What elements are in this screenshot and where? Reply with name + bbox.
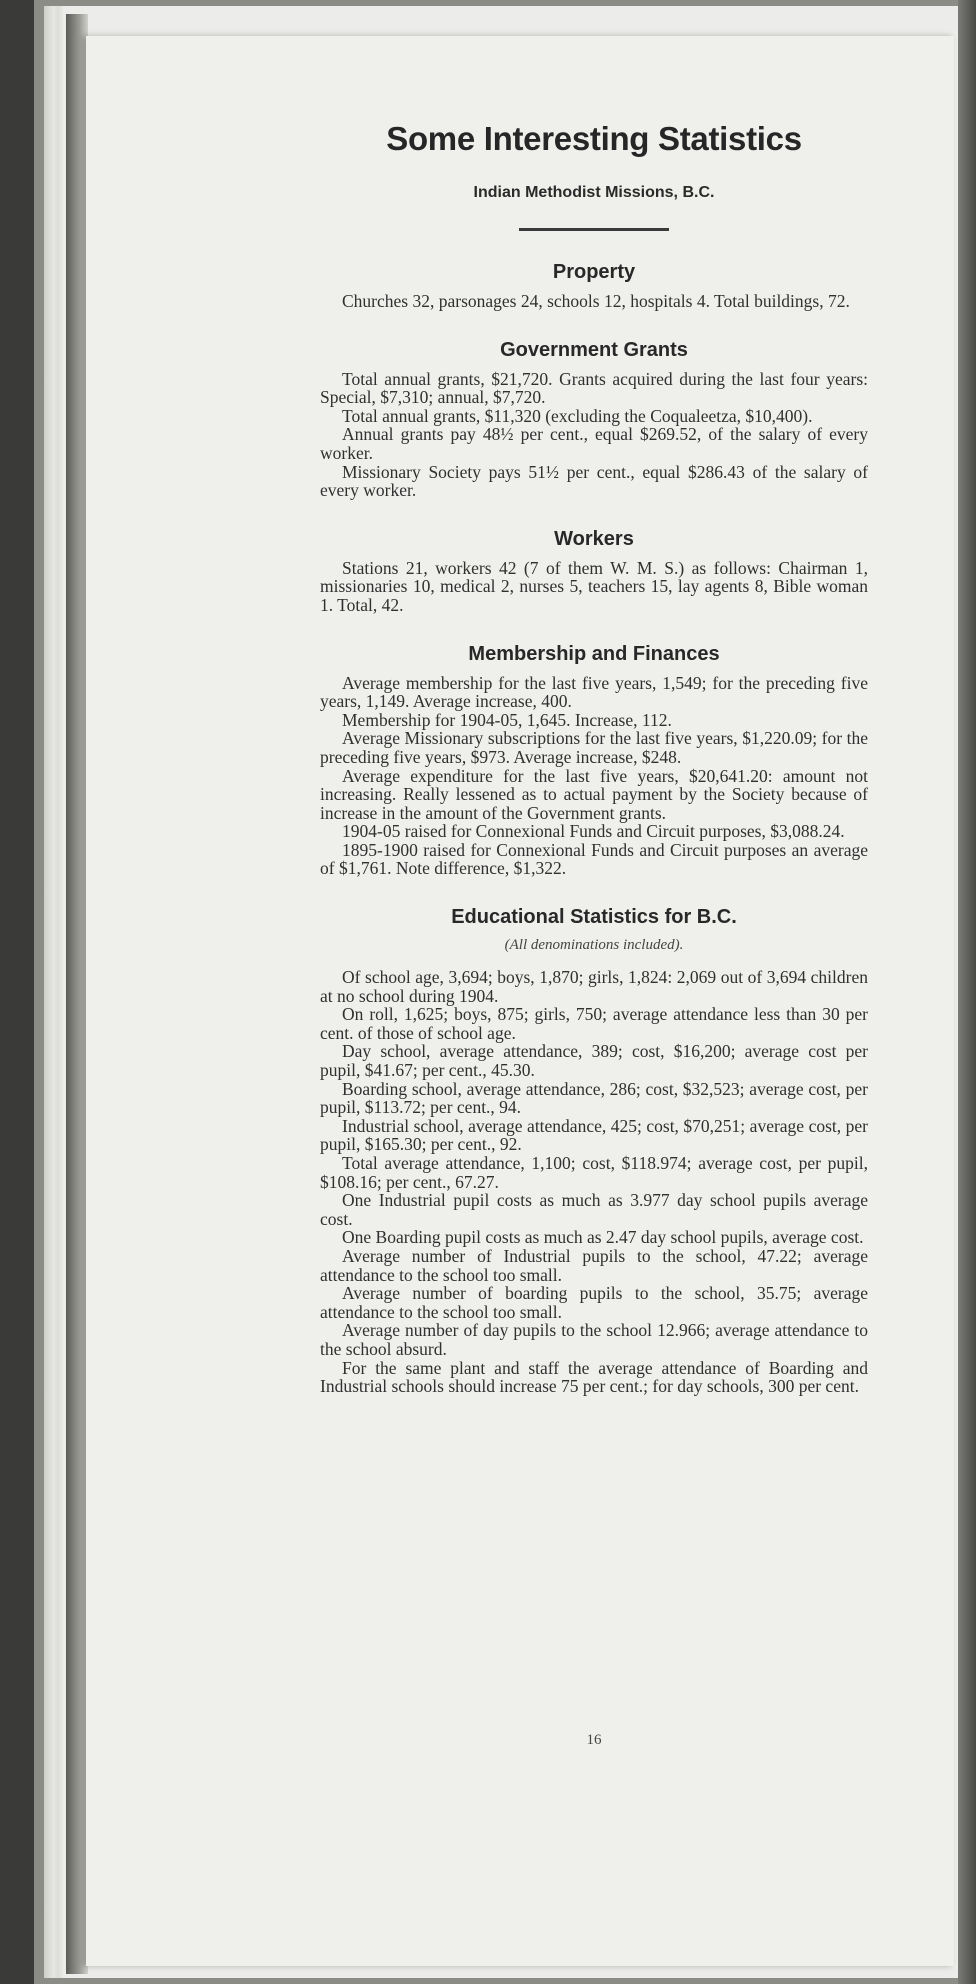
title-rule [519,228,669,231]
paragraph: Average number of day pupils to the school 12.966; average attendance to the school absurd. [320,1320,868,1359]
section-heading-property: Property [552,261,636,283]
paragraph: 1904-05 raised for Connexional Funds and Circuit purposes, $3,088.24. [342,821,845,842]
paragraph: Churches 32, parsonages 24, schools 12, hospitals 4. Total buildings, 72. [342,291,850,311]
spine-shadow [66,14,88,1974]
paragraph: Total average attendance, 1,100; cost, $118.974; average cost, per pupil, $108.16; per cent., 67.27. [320,1153,868,1192]
paragraph: Industrial school, average attendance, 425; cost, $70,251; average cost, per pupil, $165.30; per cent., 92. [320,1115,868,1155]
paragraph: One Industrial pupil costs as much as 3.977 day school pupils average cost. [320,1190,868,1229]
section-heading-government-grants: Government Grants [500,338,688,361]
paragraph: 1895-1900 raised for Connexional Funds and Circuit purposes an average of $1,761. Note difference, $1,322. [320,839,868,879]
paragraph: One Boarding pupil costs as much as 2.47 day school pupils, average cost. [342,1227,864,1248]
paragraph: Average expenditure for the last five years, $20,641.20: amount not increasing. Really lessened as to actual payment by the Society because of increase in the amount of the Government grants. [320,765,868,823]
page-content [320,120,868,1748]
paragraph: Membership for 1904-05, 1,645. Increase, 112. [342,709,672,730]
section-heading-membership-finances: Membership and Finances [468,642,720,665]
paragraph: Total annual grants, $11,320 (excluding the Coqualeetza, $10,400). [342,405,813,426]
page-subtitle: Indian Methodist Missions, B.C. [473,184,715,201]
page-title: Some Interesting Statistics [386,120,802,157]
cover-right-edge [958,0,976,1984]
page-number: 16 [586,1732,602,1748]
paragraph: Day school, average attendance, 389; cost, $16,200; average cost per pupil, $41.67; per cent., 45.30. [320,1041,868,1081]
paragraph: For the same plant and staff the average attendance of Boarding and Industrial schools should increase 75 per cent.; for day schools, 300 per cent. [320,1357,868,1397]
section-note: (All denominations included). [504,937,684,954]
paragraph: On roll, 1,625; boys, 875; girls, 750; average attendance less than 30 per cent. of those of school age. [320,1004,868,1043]
paragraph: Average Missionary subscriptions for the last five years, $1,220.09; for the preceding five years, $973. Average increase, $248. [320,728,868,767]
section-heading-workers: Workers [554,527,634,550]
paragraph: Annual grants pay 48½ per cent., equal $269.52, of the salary of every worker. [320,424,868,463]
paragraph: Stations 21, workers 42 (7 of them W. M. S.) as follows: Chairman 1, missionaries 10, medical 2, nurses 5, teachers 15, lay agents 8, Bible woman 1. Total, 42. [320,557,868,615]
paragraph: Average number of boarding pupils to the school, 35.75; average attendance to the school too small. [320,1283,868,1322]
paragraph: Average membership for the last five years, 1,549; for the preceding five years, 1,149. Average increase, 400. [320,672,868,712]
section-heading-educational-statistics: Educational Statistics for B.C. [451,906,737,929]
paragraph: Missionary Society pays 51½ per cent., equal $286.43 of the salary of every worker. [320,461,868,501]
paragraph: Average number of Industrial pupils to the school, 47.22; average attendance to the school too small. [320,1245,868,1285]
paragraph: Of school age, 3,694; boys, 1,870; girls, 1,824: 2,069 out of 3,694 children at no school during 1904. [320,967,868,1006]
paragraph: Total annual grants, $21,720. Grants acquired during the last four years: Special, $7,310; annual, $7,720. [320,368,868,408]
paragraph: Boarding school, average attendance, 286; cost, $32,523; average cost, per pupil, $113.72; per cent., 94. [320,1078,868,1118]
